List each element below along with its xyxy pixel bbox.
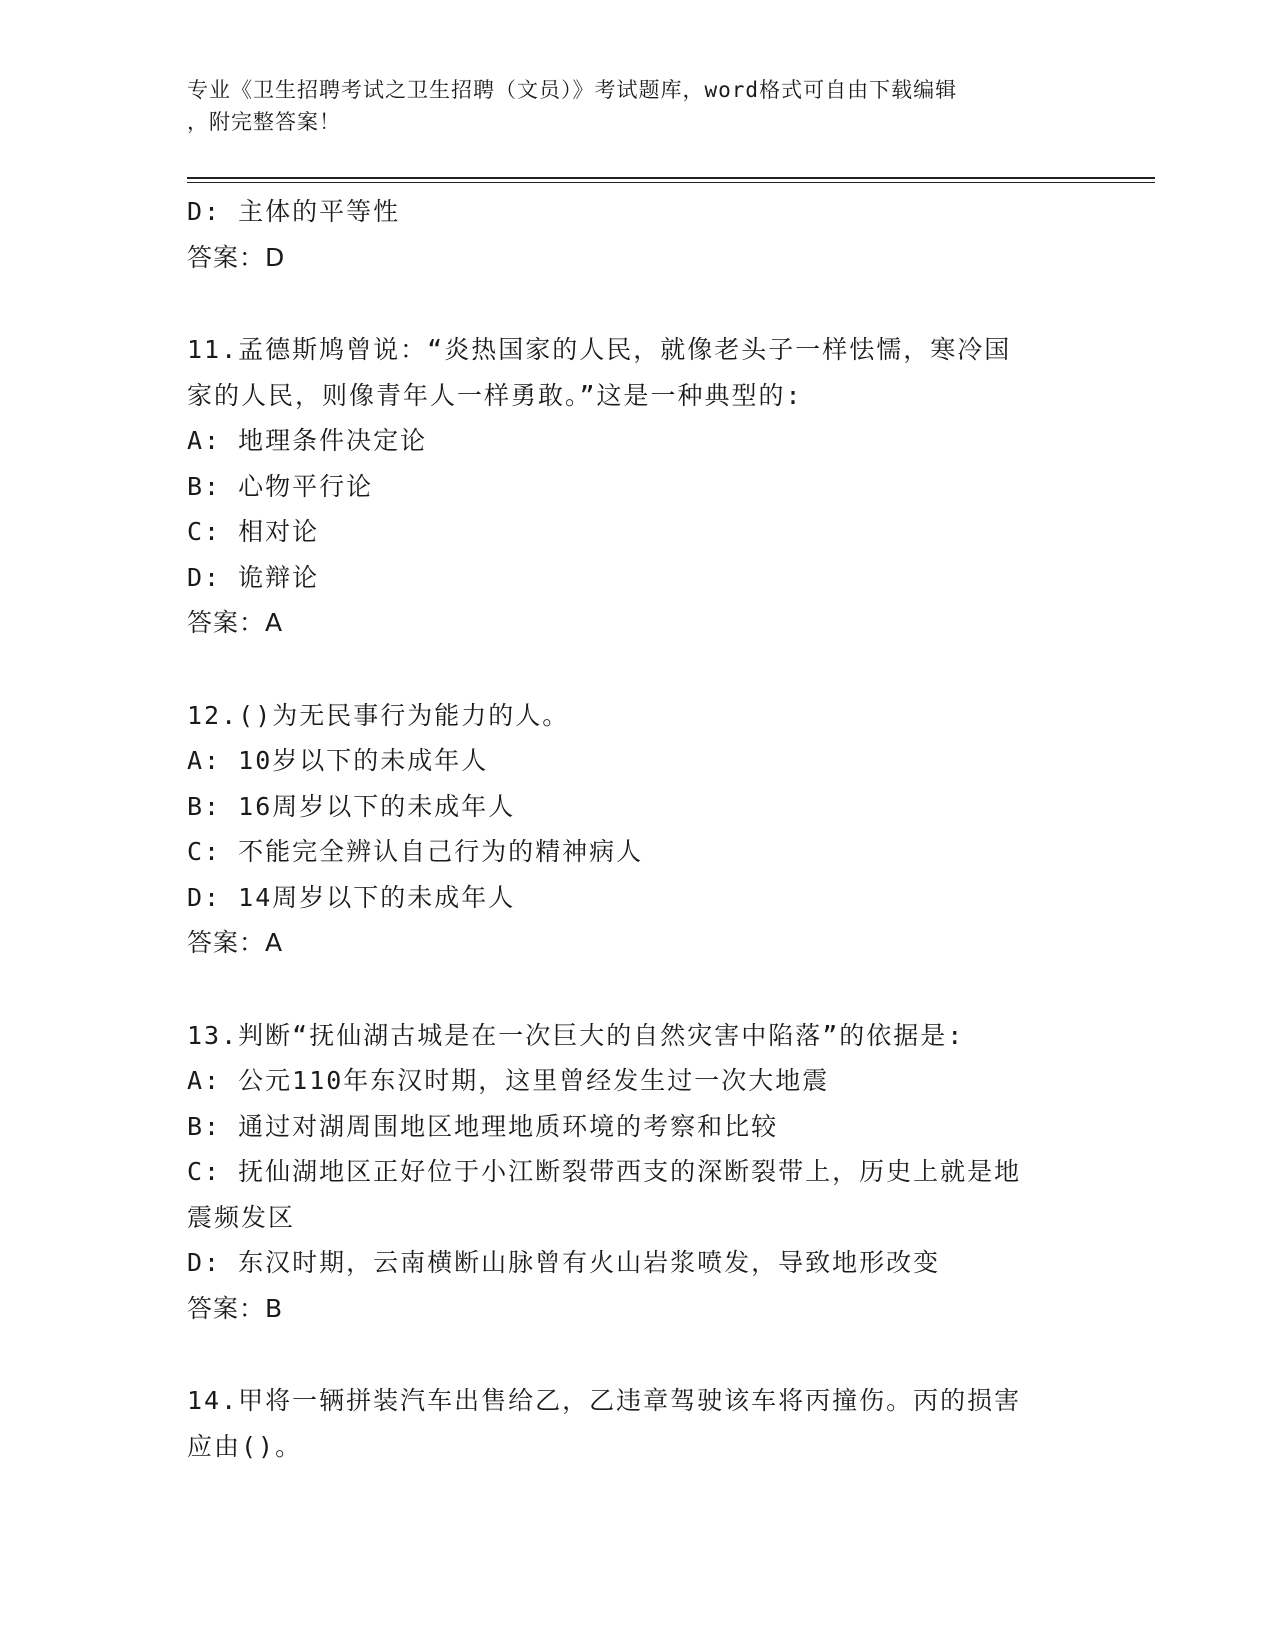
option-b: B: 通过对湖周围地区地理地质环境的考察和比较 [187, 1111, 779, 1141]
header-divider-thin [187, 182, 1155, 183]
option-a: A: 公元110年东汉时期，这里曾经发生过一次大地震 [187, 1066, 830, 1095]
option-c-continued: 震频发区 [187, 1202, 296, 1232]
option-d: D: 主体的平等性 [187, 197, 401, 226]
question-stem: 13.判断“抚仙湖古城是在一次巨大的自然灾害中陷落”的依据是: [187, 1020, 965, 1050]
option-c: C: 相对论 [187, 517, 320, 546]
option-b: B: 心物平行论 [187, 471, 374, 501]
answer: 答案：A [187, 608, 284, 637]
option-d: D: 14周岁以下的未成年人 [187, 882, 516, 912]
option-b: B: 16周岁以下的未成年人 [187, 791, 516, 821]
question-10-tail [187, 189, 1087, 280]
header-line-2: ，附完整答案！ [187, 110, 341, 134]
answer: 答案：A [187, 928, 284, 957]
question-stem-continued: 应由()。 [187, 1431, 303, 1461]
question-list [187, 189, 1087, 1469]
answer: 答案：B [187, 1293, 284, 1323]
option-c: C: 不能完全辨认自己行为的精神病人 [187, 837, 644, 866]
option-a: A: 10岁以下的未成年人 [187, 746, 489, 775]
question-stem: 11.孟德斯鸠曾说：“炎热国家的人民，就像老头子一样怯懦，寒冷国 [187, 335, 1012, 364]
question-14 [187, 1378, 1087, 1469]
question-11 [187, 327, 1087, 646]
question-stem: 14.甲将一辆拼装汽车出售给乙，乙违章驾驶该车将丙撞伤。丙的损害 [187, 1386, 1022, 1415]
document-header [187, 74, 1067, 138]
header-line-1: 专业《卫生招聘考试之卫生招聘（文员）》考试题库，word格式可自由下载编辑 [187, 78, 958, 102]
option-d: D: 诡辩论 [187, 562, 320, 592]
header-divider-thick [187, 177, 1155, 179]
question-12 [187, 693, 1087, 966]
answer: 答案：D [187, 242, 286, 272]
option-a: A: 地理条件决定论 [187, 426, 428, 455]
option-d: D: 东汉时期，云南横断山脉曾有火山岩浆喷发，导致地形改变 [187, 1248, 941, 1277]
question-stem: 12.()为无民事行为能力的人。 [187, 700, 570, 730]
question-13 [187, 1013, 1087, 1332]
option-c: C: 抚仙湖地区正好位于小江断裂带西支的深断裂带上，历史上就是地 [187, 1157, 1022, 1186]
question-stem-continued: 家的人民，则像青年人一样勇敢。”这是一种典型的: [187, 380, 803, 410]
